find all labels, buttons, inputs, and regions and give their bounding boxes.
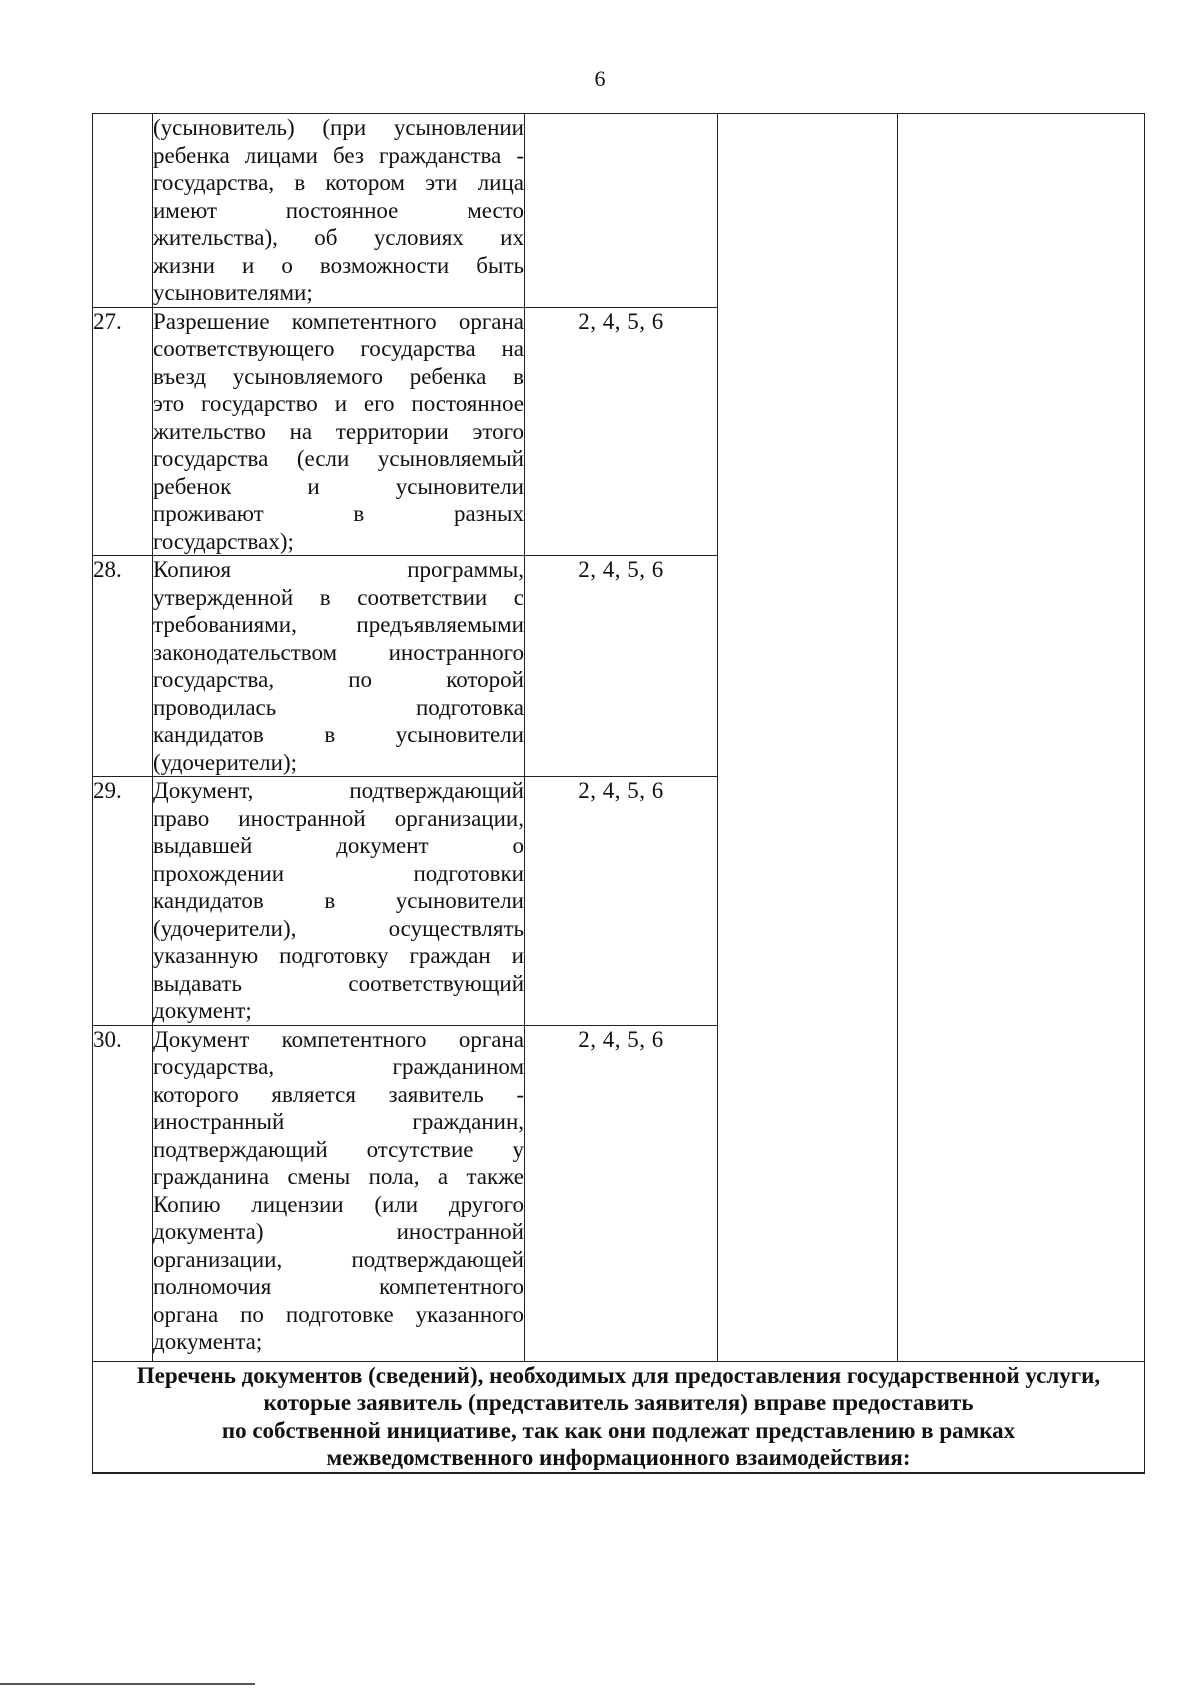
text-line: государства, в котором эти лица <box>153 170 524 195</box>
text-line: (удочерители); <box>153 749 297 775</box>
documents-table <box>92 113 1145 1474</box>
document-name <box>153 777 525 1026</box>
heading-line: по собственной инициативе, так как они подлежат представлению в рамках <box>221 1417 1016 1443</box>
text-line: документ; <box>153 998 252 1023</box>
text-line: въезд усыновляемого ребенка в <box>153 363 524 389</box>
text-line: проводилась подготовка <box>153 694 524 720</box>
text-line: полномочия компетентного <box>153 1274 524 1299</box>
text-line: имеют постоянное место <box>153 197 524 223</box>
empty-column-5 <box>898 114 1145 1362</box>
document-name <box>153 1025 525 1361</box>
text-line: государства (если усыновляемый <box>153 446 524 471</box>
criteria-codes: 2, 4, 5, 6 <box>525 307 718 556</box>
page-number: 6 <box>594 66 606 91</box>
text-line: право иностранной организации, <box>153 805 524 831</box>
text-line: которого является заявитель - <box>153 1081 524 1107</box>
text-line: кандидатов в усыновители <box>153 888 524 913</box>
criteria-codes <box>525 114 718 308</box>
row-number: 27. <box>93 307 153 556</box>
text-line: соответствующего государства на <box>153 336 524 361</box>
text-line: органа по подготовке указанного <box>153 1301 524 1327</box>
text-line: это государство и его постоянное <box>153 391 524 416</box>
heading-line: межведомственного информационного взаимодействия: <box>326 1445 911 1470</box>
table-row <box>93 114 1145 308</box>
criteria-codes: 2, 4, 5, 6 <box>525 1025 718 1361</box>
text-line: организации, подтверждающей <box>153 1246 524 1272</box>
text-line: Копию лицензии (или другого <box>153 1191 524 1217</box>
text-line: требованиями, предъявляемыми <box>153 612 524 637</box>
heading-line: Перечень документов (сведений), необходимых для предоставления государственной услуги, <box>136 1362 1101 1388</box>
text-line: Разрешение компетентного органа <box>153 308 524 334</box>
text-line: государства, по которой <box>153 667 524 692</box>
text-line: иностранный гражданин, <box>153 1109 524 1134</box>
text-line: Документ, подтверждающий <box>153 778 524 803</box>
section-heading-row <box>93 1361 1145 1473</box>
empty-column-4 <box>718 114 898 1362</box>
criteria-codes: 2, 4, 5, 6 <box>525 556 718 777</box>
text-line: выдавшей документ о <box>153 833 524 858</box>
heading-line: которые заявитель (представитель заявителя) вправе предоставить <box>263 1390 974 1415</box>
text-line: подтверждающий отсутствие у <box>153 1136 524 1162</box>
text-line: законодательством иностранного <box>153 639 524 665</box>
text-line: (удочерители), осуществлять <box>153 915 524 941</box>
text-line: документа; <box>153 1329 263 1354</box>
text-line: указанную подготовку граждан и <box>153 943 524 968</box>
row-number: 30. <box>93 1025 153 1361</box>
text-line: Копиюя программы, <box>153 557 524 582</box>
section-heading <box>93 1361 1145 1473</box>
scan-edge-mark <box>0 1683 255 1685</box>
document-name <box>153 307 525 556</box>
text-line: утвержденной в соответствии с <box>153 584 524 610</box>
text-line: гражданина смены пола, а также <box>153 1164 524 1189</box>
text-line: государства, гражданином <box>153 1054 524 1079</box>
row-number: 28. <box>93 556 153 777</box>
text-line: Документ компетентного органа <box>153 1026 524 1052</box>
text-line: документа) иностранной <box>153 1219 524 1244</box>
criteria-codes: 2, 4, 5, 6 <box>525 777 718 1026</box>
text-line: ребенка лицами без гражданства - <box>153 142 524 168</box>
row-number <box>93 114 153 308</box>
text-line: жительства), об условиях их <box>153 225 524 250</box>
text-line: усыновителями; <box>153 280 313 305</box>
text-line: жительство на территории этого <box>153 418 524 444</box>
row-number: 29. <box>93 777 153 1026</box>
text-line: (усыновитель) (при усыновлении <box>153 115 524 140</box>
text-line: выдавать соответствующий <box>153 970 524 996</box>
document-name <box>153 556 525 777</box>
text-line: проживают в разных <box>153 501 524 526</box>
text-line: жизни и о возможности быть <box>153 252 524 278</box>
text-line: прохождении подготовки <box>153 860 524 886</box>
text-line: кандидатов в усыновители <box>153 722 524 747</box>
text-line: государствах); <box>153 528 294 554</box>
text-line: ребенок и усыновители <box>153 473 524 499</box>
document-name <box>153 114 525 308</box>
